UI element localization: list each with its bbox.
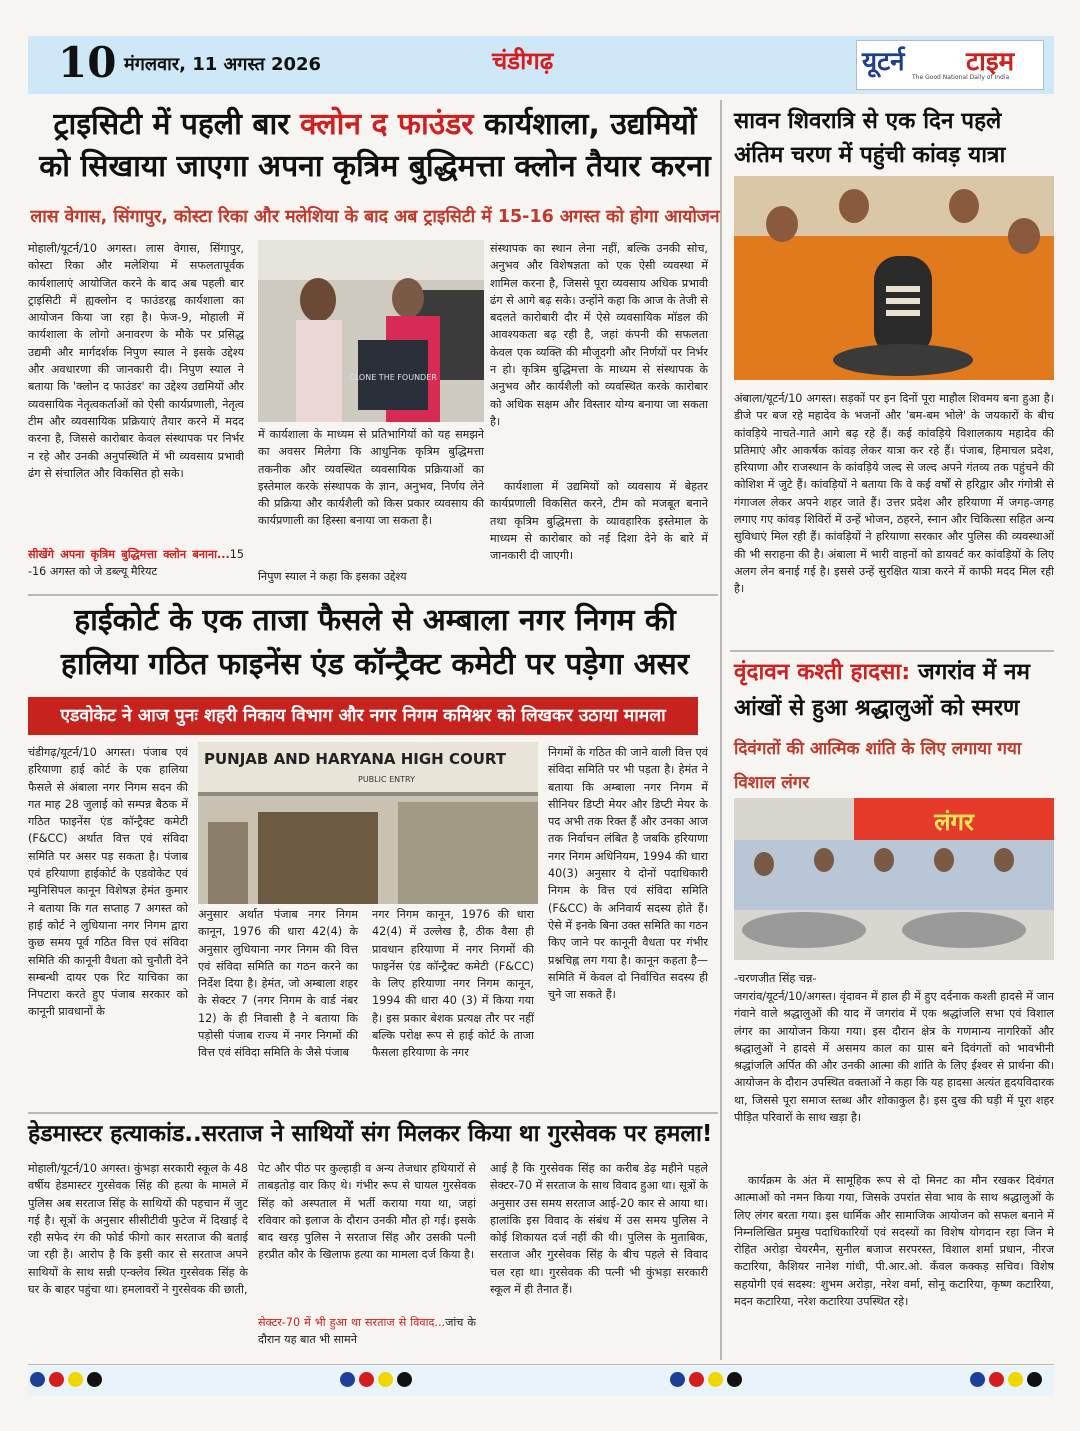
story2-headline-line2: हालिया गठित फाइनेंस एंड कॉन्ट्रैक्ट कमेटी पर पड़ेगा असर — [60, 647, 690, 682]
registration-dots-left — [30, 1372, 106, 1391]
registration-dot — [727, 1372, 742, 1387]
footer-rule — [28, 1364, 1054, 1365]
story4-headline: सावन शिवरात्रि से एक दिन पहले अंतिम चरण में पहुंची कांवड़ यात्रा — [734, 108, 1006, 168]
high-court-photo-art — [198, 742, 538, 904]
registration-dot — [378, 1372, 393, 1387]
story1-column-1: मोहाली/यूटर्न/10 अगस्त। लास वेगास, सिंगापुर, कोस्टा रिका और मलेशिया में सफलतापूर्वक कार्यशालाएं आयोजित करने के बाद अब पहली बार ट्राइसिटी में ह्यक्लोन द फाउंडरह्व कार्यशाला का आयोजन किया जा रहा है। फेज-9, मोहाली में कार्यशाला के लोगो अनावरण के मौके पर प्रसिद्ध उद्यमी और मार्गदर्शक निपुण स्याल ने इसके उद्देश्य और अवधारणा की जानकारी दी। निपुण स्याल ने बताया कि 'क्लोन द फाउंडर' का उद्देश्य उद्यमियों और व्यवसायिक नेतृत्वकर्ताओं को ऐसी कार्यप्रणाली, नेतृत्व टीम और व्यवसायिक प्रक्रियाएं तैयार करने में मदद करना है, जिससे कारोबार केवल संस्थापक पर निर्भर न रहे और उनकी अनुपस्थिति में भी व्यवसाय प्रभावी ढंग से संचालित और विकसित हो सके। — [28, 242, 244, 480]
story5-byline: -चरणजीत सिंह चन्न- — [734, 972, 817, 985]
story5-body: जगरांव/यूटर्न/10/अगस्त। वृंदावन में हाल ही में हुए दर्दनाक कश्ती हादसे में जान गंवाने वाले श्रद्धालुओं की याद में जगरांव में एक श्रद्धांजलि सभा एवं विशाल लंगर का आयोजन किया गया। इस दौरान क्षेत्र के गणमान्य नागरिकों और श्रद्धालुओं ने हादसे में असमय काल का ग्रास बने दिवंगतों को भावभीनी श्रद्धांजलि अर्पित की और उनकी आत्मा की शांति के लिए ईश्वर से प्रार्थना की। आयोजन के दौरान उपस्थित वक्ताओं ने कहा कि यह हादसा अत्यंत हृदयविदारक था, जिससे पूरा समाज स्तब्ध और शोकाकुल है। इस दुख की घड़ी में पूरा शहर पीड़ित परिवारों के साथ खड़ा है। — [734, 990, 1054, 1125]
story-divider — [28, 594, 718, 596]
registration-dot — [708, 1372, 723, 1387]
story1-column-2b: निपुण स्याल ने कहा कि इसका उद्देश्य — [258, 570, 407, 583]
story2-column-1: चंडीगढ़/यूटर्न/10 अगस्त। पंजाब एवं हरियाणा हाई कोर्ट के एक हालिया फैसले से अंबाला नगर निगम सदन की गत माह 28 जुलाई को सम्पन्न बैठक में गठित फाइनेंस एंड कॉन्ट्रैक्ट कमेटी (F&CC) अर्थात वित्त एवं संविदा समिति पर असर पड़ सकता है। पंजाब एवं हरियाणा हाईकोर्ट के एडवोकेट एवं म्युनिसिपल कानून विशेषज्ञ हेमंत कुमार ने बताया कि गत सप्ताह 7 अगस्त को हाई कोर्ट ने लुधियाना नगर निगम द्वारा कुछ समय पूर्व गठित वित्त एवं संविदा समिति की कानूनी वैधता को चुनौती देने सम्बन्धी दायर एक रिट याचिका का निपटारा करते हुए पंजाब सरकार को कानूनी प्रावधानों के — [28, 746, 188, 1019]
story3-column-1: मोहाली/यूटर्न/10 अगस्त। कुंभड़ा सरकारी स्कूल के 48 वर्षीय हेडमास्टर गुरसेवक सिंह की हत्या के मामले में पुलिस अब सरताज सिंह के साथियों की पहचान में जुट गई है। सूत्रों के अनुसार सीसीटीवी फुटेज में दिखाई दे रही सफेद रंग की फोर्ड फीगो कार सरताज की बताई जा रही है। आरोप है कि इसी कार से सरताज अपने साथियों के साथ सन्नी एन्क्लेव स्थित गुरसेवक सिंह के घर के बाहर पहुंचा था। हमलावरों ने गुरसेवक की छाती, — [28, 1162, 248, 1297]
story2-headline-line1: हाईकोर्ट के एक ताजा फैसले से अम्बाला नगर निगम की — [74, 603, 676, 638]
workshop-photo — [258, 240, 484, 422]
story3-column-3: आई है कि गुरसेवक सिंह का करीब डेढ़ महीने पहले सेक्टर-70 में सरताज के साथ विवाद हुआ था। सूत्रों के अनुसार उस समय सरताज आई-20 कार से आया था। हालांकि इस विवाद के संबंध में उस समय पुलिस ने कोई शिकायत दर्ज नहीं की थी। पुलिस के मुताबिक, सरताज और गुरसेवक सिंह के बीच पहले से विवाद चल रहा था। गुरसेवक की पत्नी भी कुंभड़ा सरकारी स्कूल में ही तैनात हैं। — [490, 1162, 708, 1297]
registration-dot — [68, 1372, 83, 1387]
issue-date: मंगलवार, 11 अगस्त 2026 — [124, 54, 322, 75]
logo-text-part1: यूटर्न — [862, 47, 905, 77]
story1-headline-line2: को सिखाया जाएगा अपना कृत्रिम बुद्धिमत्ता क्लोन तैयार करना — [39, 149, 711, 184]
registration-dots-center — [340, 1372, 416, 1391]
langar-photo-art — [734, 798, 1054, 960]
column-divider — [720, 100, 722, 1360]
footer-bar — [28, 1366, 1054, 1396]
story1-column-3b: कार्यशाला में उद्यमियों को व्यवसाय में बेहतर कार्यप्रणाली विकसित करने, टीम को मजबूत बनाने तथा कृत्रिम बुद्धिमत्ता के व्यावहारिक इस्तेमाल के माध्यम से कारोबार को नई दिशा देने के बारे में जानकारी दी जाएगी। — [490, 480, 708, 563]
story2-column-2: अनुसार अर्थात पंजाब नगर निगम कानून, 1976 की धारा 42(4) के अनुसार लुधियाना नगर निगम की वित्त एवं संविदा समिति का गठन करने का निर्देश दिया है। हेमंत, जो अम्बाला शहर के सेक्टर 7 (नगर निगम के वार्ड नंबर 12) के ही निवासी है ने बताया कि पड़ोसी पंजाब राज्य में नगर निगमों की वित्त एवं संविदा समिति के जैसे पंजाब — [198, 908, 358, 1060]
kanwar-yatra-photo-art — [734, 176, 1054, 380]
registration-dot — [87, 1372, 102, 1387]
registration-dot — [30, 1372, 45, 1387]
story2-column-3: नगर निगम कानून, 1976 की धारा 42(4) में उल्लेख है, ठीक वैसा ही प्रावधान हरियाणा में नगर निगमों की फाइनेंस एंड कॉन्ट्रैक्ट कमेटी (F&CC) के लिए हरियाणा नगर निगम कानून, 1994 की धारा 40 (3) में किया गया है। इस प्रकार बेशक प्रत्यक्ष तौर पर नहीं बल्कि परोक्ष रूप से हाई कोर्ट के ताजा फैसला हरियाणा के नगर — [372, 908, 534, 1060]
registration-dot — [670, 1372, 685, 1387]
logo-tagline: The Good National Daily of India — [912, 74, 1010, 81]
story1-column-3: संस्थापक का स्थान लेना नहीं, बल्कि उनकी सोच, अनुभव और विशेषज्ञता को एक ऐसी व्यवस्था में शामिल करना है, जिससे पूरा व्यवसाय अधिक प्रभावी ढंग से आगे बढ़ सके। उन्होंने कहा कि आज के तेजी से बदलते कारोबारी दौर में ऐसे व्यवसायिक मॉडल की आवश्यकता बढ़ रही है, जहां कंपनी की सफलता केवल एक व्यक्ति की मौजूदगी और निर्णयों पर निर्भर न हो। कृत्रिम बुद्धिमत्ता के माध्यम से संस्थापक के अनुभव और कार्यशैली को व्यवस्थित करके कारोबार को अधिक सक्षम और विस्तार योग्य बनाया जा सकता है। — [490, 242, 708, 428]
svg-text:PUNJAB AND HARYANA HIGH COURT: PUNJAB AND HARYANA HIGH COURT — [204, 750, 506, 768]
langar-photo — [734, 798, 1054, 960]
story5-body-2: कार्यक्रम के अंत में सामूहिक रूप से दो मिनट का मौन रखकर दिवंगत आत्माओं को नमन किया गया, जिसके उपरांत सेवा भाव के साथ श्रद्धालुओं के लिए लंगर बरता गया। इस धार्मिक और सामाजिक आयोजन को सफल बनाने में निम्नलिखित प्रमुख पदाधिकारियों एवं सदस्यों का विशेष योगदान रहा जिन मे रोहित अरोड़ा चेयरमैन, सुनील बजाज सरपरस्त, विशाल शर्मा प्रधान, नीरज कटारिया, कैशियर नानेश गांधी, पी.आर.ओ. कँवल कक्कड़ सचिव। विशेष सहयोगी एवं सदस्य: शुभम अरोड़ा, नरेश वर्मा, सोनू कटारिया, कृष्ण कटारिया, मदन कटारिया, नरेश कटारिया उपस्थित रहे। — [734, 1174, 1054, 1309]
story3-column-2-end: सेक्टर-70 में भी हुआ था सरताज से विवाद...जांच के दौरान यह बात भी सामने — [258, 1316, 476, 1347]
registration-dots-far-right — [970, 1372, 1046, 1391]
story1-column-1-end: सीखेंगे अपना कृत्रिम बुद्धिमत्ता क्लोन बनाना...15 -16 अगस्त को जे डब्ल्यू मैरियट — [28, 548, 244, 579]
registration-dot — [970, 1372, 985, 1387]
svg-text:लंगर: लंगर — [934, 808, 974, 836]
story1-column-2: में कार्यशाला के माध्यम से प्रतिभागियों को यह समझने का अवसर मिलेगा कि आधुनिक कृत्रिम बुद्धिमत्ता तकनीक और व्यवस्थित व्यवसायिक प्रक्रियाओं का इस्तेमाल करके संस्थापक के ज्ञान, अनुभव, निर्णय लेने की प्रक्रिया और कार्यशैली को किस प्रकार व्यवसाय की कार्यप्रणाली का हिस्सा बनाया जा सकता है। — [258, 428, 484, 528]
svg-text:CLONE THE FOUNDER: CLONE THE FOUNDER — [349, 373, 437, 382]
registration-dots-right — [670, 1372, 746, 1391]
story1-subheadline: लास वेगास, सिंगापुर, कोस्टा रिका और मलेशिया के बाद अब ट्राइसिटी में 15-16 अगस्त को होगा आयोजन — [30, 207, 720, 227]
story2-column-4: निगमों के गठित की जाने वाली वित्त एवं संविदा समिति पर भी पड़ता है। हेमंत ने बताया कि अम्बाला नगर निगम में सीनियर डिप्टी मेयर और डिप्टी मेयर के पद अभी तक रिक्त हैं और उनका आज तक निर्वाचन लंबित है जबकि हरियाणा नगर निगम अधिनियम, 1994 की धारा 40(3) अनुसार ये दोनों पदाधिकारी निगम के वित्त एवं संविदा समिति (F&CC) के अनिवार्य सदस्य होते हैं। ऐसे में इनके बिना उक्त समिति का गठन किए जाने पर कानूनी वैधता पर गंभीर प्रश्नचिह्न लग गया है। कानून कहता है— समिति में केवल दो निर्वाचित सदस्य ही चुने जा सकते हैं। — [548, 746, 708, 1002]
story-divider — [28, 1112, 718, 1114]
story5-subheadline: दिवंगतों की आत्मिक शांति के लिए लगाया गया विशाल लंगर — [734, 739, 1022, 793]
kanwar-yatra-photo — [734, 176, 1054, 380]
story3-column-2: पेट और पीठ पर कुल्हाड़ी व अन्य तेजधार हथियारों से ताबड़तोड़ वार किए थे। गंभीर रूप से घायल गुरसेवक सिंह को अस्पताल में भर्ती कराया गया था, जहां रविवार को इलाज के दौरान उनकी मौत हो गई। इसके बाद खरड़ पुलिस ने सरताज सिंह और उसकी पत्नी हरप्रीत कौर के खिलाफ हत्या का मामला दर्ज किया है। — [258, 1162, 476, 1262]
workshop-photo-art — [258, 240, 484, 422]
registration-dot — [1008, 1372, 1023, 1387]
story3-headline: हेडमास्टर हत्याकांड..सरताज ने साथियों संग मिलकर किया था गुरसेवक पर हमला! — [28, 1121, 713, 1147]
story4-body: अंबाला/यूटर्न/10 अगस्त। सड़कों पर इन दिनों पूरा माहौल शिवमय बना हुआ है। डीजे पर बज रहे महादेव के भजनों और 'बम-बम भोले' के जयकारों के बीच कांवड़िये नाचते-गाते आगे बढ़ रहे हैं। कई कांवड़िये विशालकाय महादेव की प्रतिमाएं और आकर्षक कांवड़ लेकर यात्रा कर रहे हैं। पंजाब, हिमाचल प्रदेश, हरियाणा और राजस्थान के कांवड़िये जल्द से जल्द अपने गंतव्य तक पहुंचने की कोशिश में जुटे हैं। कांवड़ियों ने बताया कि वे कई वर्षों से हरिद्वार और गंगोत्री से गंगाजल लेकर अपने शहर जाते हैं। उत्तर प्रदेश और हरियाणा में जगह-जगह लगाए गए कांवड़ शिविरों में उन्हें भोजन, ठहरने, स्नान और चिकित्सा सहित अन्य सुविधाएं मिल रही हैं। कांवड़ियों ने हरियाणा सरकार और पुलिस की व्यवस्थाओं की भी सराहना की है। अंबाला में भारी वाहनों को डायवर्ट कर कांवड़ियों के लिए अलग लेन बनाई गई है। इससे उन्हें सुरक्षित यात्रा करने में काफी मदद मिल रही है। — [734, 392, 1054, 596]
registration-dot — [359, 1372, 374, 1387]
registration-dot — [1027, 1372, 1042, 1387]
svg-text:PUBLIC ENTRY: PUBLIC ENTRY — [358, 775, 415, 784]
edition-city: चंडीगढ़ — [492, 47, 554, 75]
page-number: 10 — [58, 38, 117, 87]
story2-red-band: एडवोकेट ने आज पुनः शहरी निकाय विभाग और नगर निगम कमिश्नर को लिखकर उठाया मामला — [28, 697, 698, 735]
registration-dot — [49, 1372, 64, 1387]
high-court-photo — [198, 742, 538, 904]
registration-dot — [689, 1372, 704, 1387]
registration-dot — [989, 1372, 1004, 1387]
story-divider — [730, 650, 1054, 652]
story5-headline: वृंदावन कश्ती हादसा: जगरांव में नम आंखों से हुआ श्रद्धालुओं को स्मरण — [734, 659, 1031, 721]
registration-dot — [340, 1372, 355, 1387]
story1-headline-line1: ट्राइसिटी में पहली बार क्लोन द फाउंडर कार्यशाला, उद्यमियों — [53, 107, 697, 142]
registration-dot — [397, 1372, 412, 1387]
logo-text-part2: टाइम — [966, 47, 1015, 77]
